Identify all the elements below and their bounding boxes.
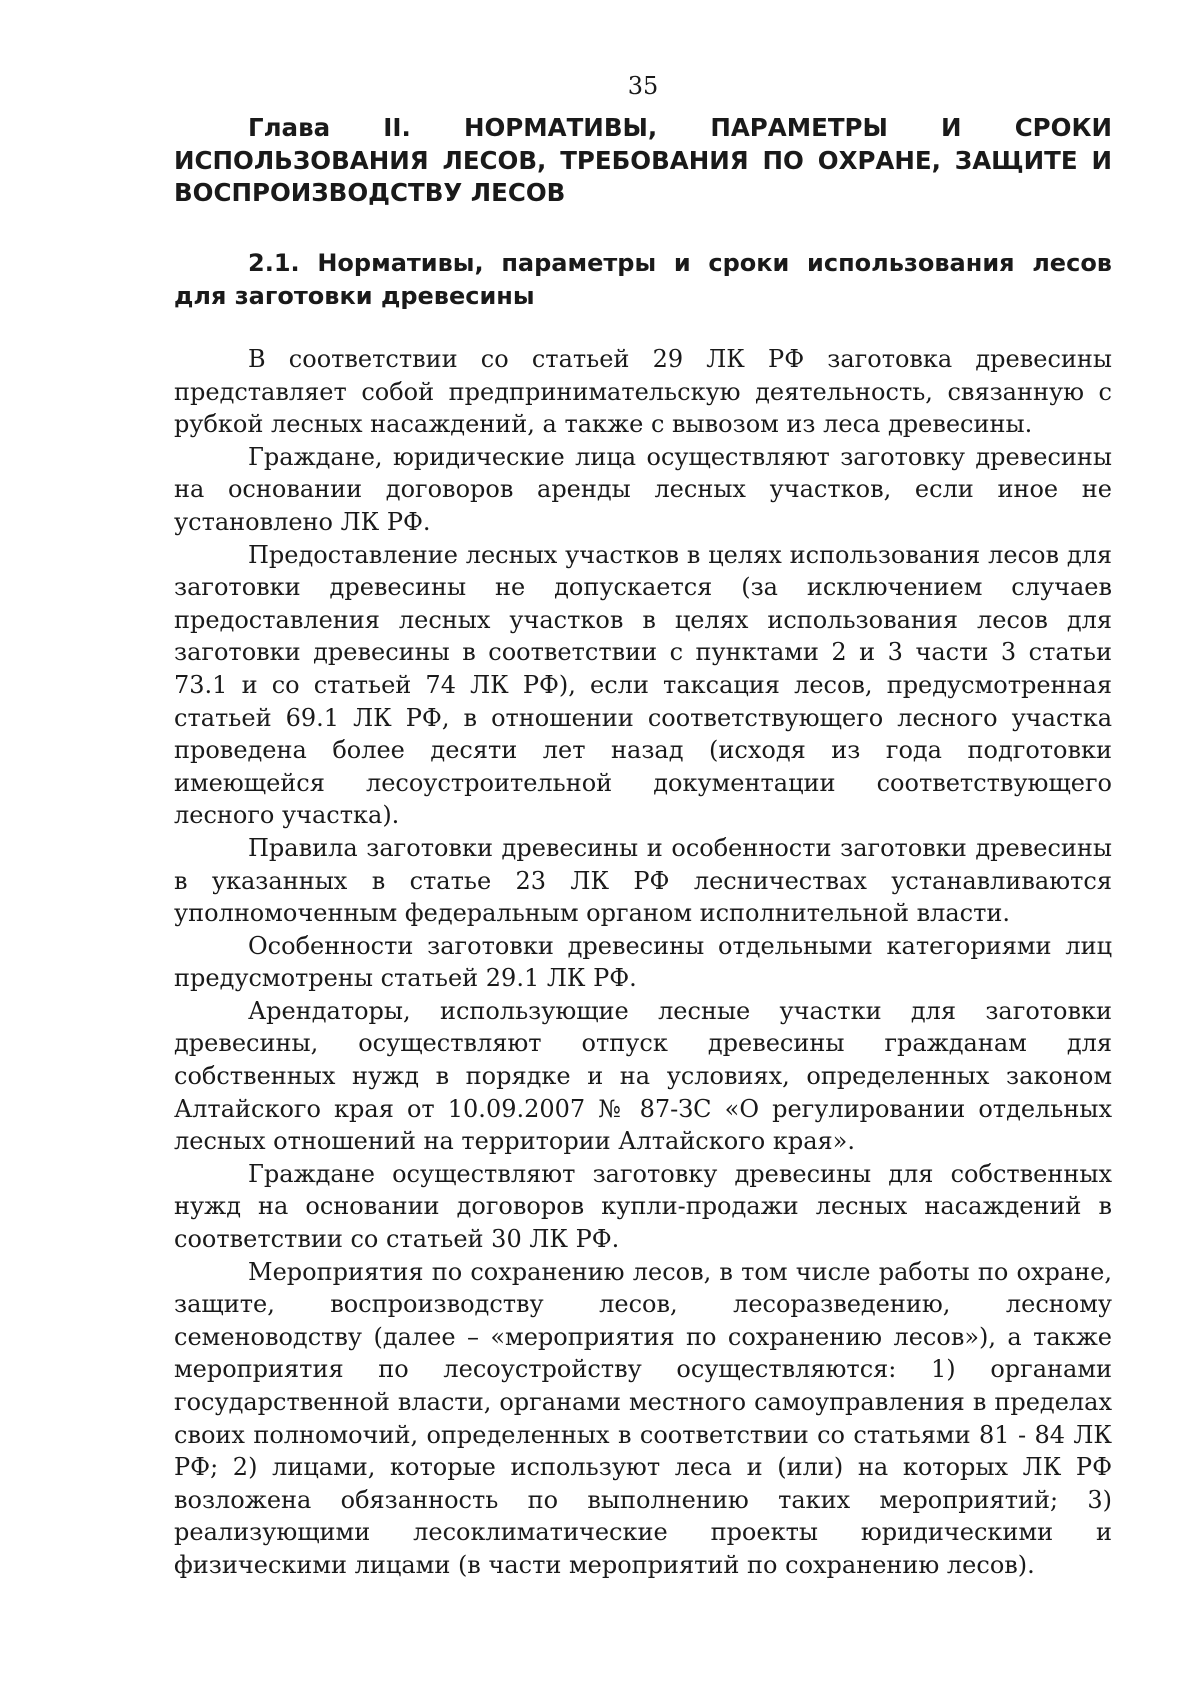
chapter-title-rest: ИСПОЛЬЗОВАНИЯ ЛЕСОВ, ТРЕБОВАНИЯ ПО ОХРАНЕ, ЗАЩИТЕ И ВОСПРОИЗВОДСТВУ ЛЕСОВ [174, 145, 1112, 207]
chapter-title-line1: Глава II. НОРМАТИВЫ, ПАРАМЕТРЫ И СРОКИ [248, 113, 1112, 142]
paragraph: Мероприятия по сохранению лесов, в том числе работы по охране, защите, воспроизводству лесов, лесоразведению, лесному семеноводству (далее – «мероприятия по сохранению лесов»), а также мероприятия по лесоустройству осуществляются: 1) органами государственной власти, органами местного самоуправления в пределах своих полномочий, определенных в соответствии со статьями 81 - 84 ЛК РФ; 2) лицами, которые используют леса и (или) на которых ЛК РФ возложена обязанность по выполнению таких мероприятий; 3) реализующими лесоклиматические проекты юридическими и физическими лицами (в части мероприятий по сохранению лесов). [174, 1257, 1112, 1579]
paragraph: Предоставление лесных участков в целях использования лесов для заготовки древесины не допускается (за исключением случаев предоставления лесных участков в целях использования лесов для заготовки древесины в соответствии с пунктами 2 и 3 части 3 статьи 73.1 и со статьей 74 ЛК РФ), если таксация лесов, предусмотренная статьей 69.1 ЛК РФ, в отношении соответствующего лесного участка проведена более десяти лет назад (исходя из года подготовки имеющейся лесоустроительной документации соответствующего лесного участка). [174, 540, 1112, 830]
paragraph: Правила заготовки древесины и особенности заготовки древесины в указанных в статье 23 ЛК РФ лесничествах устанавливаются уполномоченным федеральным органом исполнительной власти. [174, 833, 1112, 928]
section-title-rest: для заготовки древесины [174, 281, 535, 310]
paragraph: Особенности заготовки древесины отдельными категориями лиц предусмотрены статьей 29.1 ЛК РФ. [174, 931, 1112, 993]
chapter-title [174, 112, 1112, 210]
section-title-line1: 2.1. Нормативы, параметры и сроки использования лесов [248, 249, 1112, 277]
page-number: 35 [627, 72, 659, 100]
paragraph: В соответствии со статьей 29 ЛК РФ заготовка древесины представляет собой предпринимательскую деятельность, связанную с рубкой лесных насаждений, а также с вывозом из леса древесины. [174, 345, 1112, 439]
paragraph: Арендаторы, использующие лесные участки для заготовки древесины, осуществляют отпуск древесины гражданам для собственных нужд в порядке и на условиях, определенных законом Алтайского края от 10.09.2007 № 87-ЗС «О регулировании отдельных лесных отношений на территории Алтайского края». [174, 996, 1112, 1156]
section-title [174, 247, 1112, 312]
body-text [174, 343, 1112, 1582]
paragraph: Граждане осуществляют заготовку древесины для собственных нужд на основании договоров купли-продажи лесных насаждений в соответствии со статьей 30 ЛК РФ. [174, 1159, 1112, 1254]
paragraph: Граждане, юридические лица осуществляют заготовку древесины на основании договоров аренды лесных участков, если иное не установлено ЛК РФ. [174, 442, 1112, 536]
